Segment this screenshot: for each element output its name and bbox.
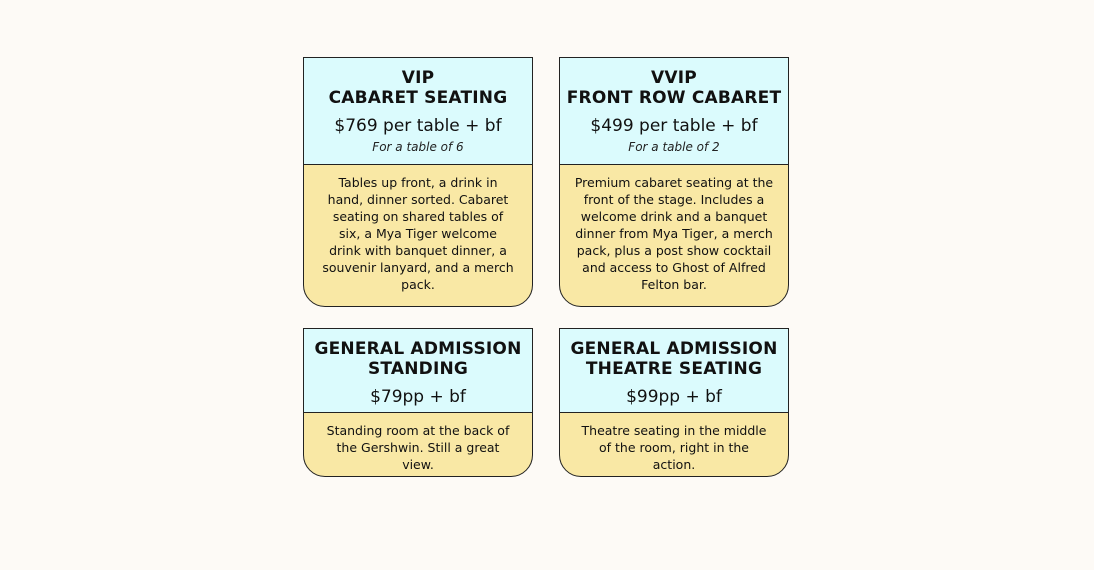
ticket-title: [304, 68, 532, 108]
ticket-title: [560, 339, 788, 379]
ticket-title: [560, 68, 788, 108]
ticket-title-line1: VIP: [401, 68, 435, 88]
ticket-title-line2: STANDING: [367, 359, 469, 379]
ticket-price: $769 per table + bf: [334, 116, 502, 136]
ticket-card-vvip: [559, 57, 789, 307]
ticket-card-header: [560, 58, 788, 165]
ticket-card-ga-theatre: [559, 328, 789, 477]
ticket-card-header: [304, 58, 532, 165]
ticket-description: Theatre seating in the middle of the room, right in the action.: [581, 423, 767, 472]
ticket-title-line2: FRONT ROW CABARET: [566, 88, 782, 108]
ticket-title: [304, 339, 532, 379]
ticket-price: $499 per table + bf: [590, 116, 758, 136]
ticket-card-header: [304, 329, 532, 413]
ticket-title-line1: GENERAL ADMISSION: [314, 339, 522, 359]
ticket-price: $79pp + bf: [370, 387, 466, 407]
ticket-price: $99pp + bf: [626, 387, 722, 407]
ticket-card-vip: [303, 57, 533, 307]
ticket-description: Premium cabaret seating at the front of the stage. Includes a welcome drink and a banquet dinner from Mya Tiger, a merch pack, plus a post show cocktail and access to Ghost of Alfred Felton bar.: [574, 175, 774, 292]
ticket-description: Tables up front, a drink in hand, dinner sorted. Cabaret seating on shared tables of six, a Mya Tiger welcome drink with banquet dinner, a souvenir lanyard, and a merch pack.: [322, 175, 514, 292]
ticket-note: For a table of 6: [372, 140, 464, 154]
ticket-title-line2: THEATRE SEATING: [585, 359, 763, 379]
ticket-card-ga-standing: [303, 328, 533, 477]
ticket-description: Standing room at the back of the Gershwin. Still a great view.: [326, 423, 510, 472]
ticket-note: For a table of 2: [628, 140, 720, 154]
ticket-title-line1: VVIP: [651, 68, 697, 88]
ticket-title-line1: GENERAL ADMISSION: [570, 339, 778, 359]
ticket-title-line2: CABARET SEATING: [328, 88, 508, 108]
ticket-card-header: [560, 329, 788, 413]
